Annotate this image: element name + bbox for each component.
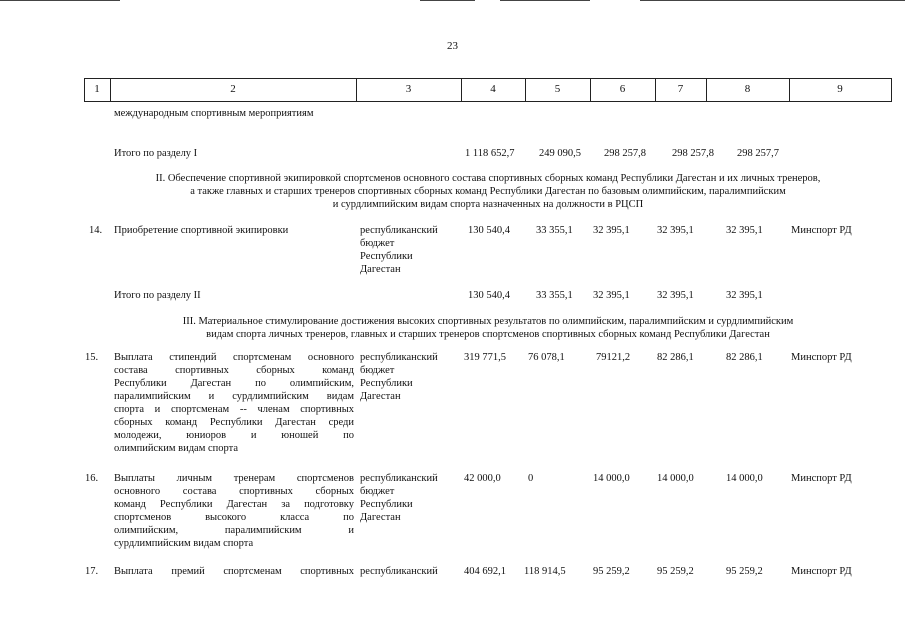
- total-value-col4: 130 540,4: [468, 290, 510, 301]
- value-col7: 14 000,0: [657, 473, 694, 484]
- column-divider: [891, 78, 892, 101]
- value-col4: 404 692,1: [464, 566, 506, 577]
- row-title-line: команд Республики Дагестан за подготовку: [114, 499, 354, 510]
- value-col7: 82 286,1: [657, 352, 694, 363]
- funding-source-line: Дагестан: [360, 264, 401, 275]
- value-col6: 79121,2: [596, 352, 631, 363]
- row-title-line: спорта и спортсменам -- членам спортивных: [114, 404, 354, 415]
- page-number: 23: [447, 40, 458, 52]
- header-col-2: 2: [230, 83, 236, 95]
- scan-artifact-line: [0, 0, 120, 1]
- row-title-line: сборных команд Республики Дагестан среди: [114, 417, 354, 428]
- total-value-col4: 1 118 652,7: [465, 148, 515, 159]
- funding-source-line: Республики: [360, 499, 413, 510]
- value-col6: 32 395,1: [593, 225, 630, 236]
- header-col-3: 3: [405, 83, 412, 95]
- executor: Минспорт РД: [791, 352, 852, 363]
- section-heading-line: III. Материальное стимулирование достижения высоких спортивных результатов по олимпийским, паралимпийским и сурдлимпийским: [182, 316, 794, 327]
- value-col4: 130 540,4: [468, 225, 510, 236]
- total-label: Итого по разделу II: [114, 290, 201, 301]
- value-col4: 42 000,0: [464, 473, 501, 484]
- value-col5: 118 914,5: [524, 566, 566, 577]
- scan-artifact-line: [420, 0, 475, 1]
- row-number: 14.: [89, 225, 103, 236]
- value-col8: 95 259,2: [726, 566, 763, 577]
- row-number: 15.: [85, 352, 99, 363]
- row-title-line: молодежи, юниоров и юношей по: [114, 430, 354, 441]
- value-col5: 76 078,1: [528, 352, 565, 363]
- row-title-line: сурдлимпийским видам спорта: [114, 538, 254, 549]
- header-col-7: 7: [677, 83, 684, 95]
- value-col7: 95 259,2: [657, 566, 694, 577]
- row-title: Приобретение спортивной экипировки: [114, 225, 289, 236]
- row-title-line: олимпийским, паралимпийским и: [114, 525, 354, 536]
- total-value-col7: 32 395,1: [657, 290, 694, 301]
- funding-source-line: республиканский: [360, 566, 438, 577]
- value-col6: 14 000,0: [593, 473, 630, 484]
- total-value-col5: 249 090,5: [539, 148, 581, 159]
- section-heading-line: и сурдлимпийским видам спорта назначенных на должности в РЦСП: [332, 199, 644, 210]
- value-col5: 0: [528, 473, 534, 484]
- value-col8: 14 000,0: [726, 473, 763, 484]
- section-heading-line: а также главных и старших тренеров спортивных сборных команд Республики Дагестан по базовым олимпийским, паралимпийским: [190, 186, 786, 197]
- funding-source-line: республиканский: [360, 352, 438, 363]
- header-col-1: 1: [94, 83, 100, 95]
- total-value-col7: 298 257,8: [672, 148, 714, 159]
- value-col8: 32 395,1: [726, 225, 763, 236]
- header-bottom-border: [84, 101, 892, 102]
- funding-source-line: республиканский: [360, 225, 438, 236]
- total-value-col8: 32 395,1: [726, 290, 763, 301]
- row-title-line: Выплата стипендий спортсменам основного: [114, 352, 354, 363]
- scan-artifact-line: [640, 0, 905, 1]
- scan-artifact-line: [500, 0, 590, 1]
- value-col8: 82 286,1: [726, 352, 763, 363]
- funding-source-line: Республики: [360, 251, 413, 262]
- executor: Минспорт РД: [791, 473, 852, 484]
- row-title-line: паралимпийским и сурдлимпийским видам: [114, 391, 354, 402]
- header-top-border: [84, 78, 892, 79]
- value-col4: 319 771,5: [464, 352, 506, 363]
- row-title-line: Выплата премий спортсменам спортивных: [114, 566, 354, 577]
- funding-source-line: Республики: [360, 378, 413, 389]
- row-title-line: основного состава спортивных сборных: [114, 486, 354, 497]
- header-col-4: 4: [490, 83, 496, 95]
- funding-source-line: бюджет: [360, 486, 395, 497]
- row-title-line: олимпийским видам спорта: [114, 443, 238, 454]
- row-title-line: состава спортивных сборных команд: [114, 365, 354, 376]
- row-title-line: спортсменов высокого класса по: [114, 512, 354, 523]
- value-col5: 33 355,1: [536, 225, 573, 236]
- funding-source-line: Дагестан: [360, 512, 401, 523]
- continuation-text: международным спортивным мероприятиям: [114, 108, 314, 119]
- funding-source-line: республиканский: [360, 473, 438, 484]
- total-value-col6: 298 257,8: [604, 148, 646, 159]
- row-title-line: Республики Дагестан по олимпийским,: [114, 378, 354, 389]
- funding-source-line: Дагестан: [360, 391, 401, 402]
- total-value-col5: 33 355,1: [536, 290, 573, 301]
- section-heading-line: II. Обеспечение спортивной экипировкой спортсменов основного состава спортивных сборных команд Республики Дагестан и их личных тренеров,: [155, 173, 821, 184]
- section-heading-line: видам спорта личных тренеров, главных и старших тренеров спортсменов спортивных сборных команд Республики Дагестан: [206, 329, 770, 340]
- value-col7: 32 395,1: [657, 225, 694, 236]
- row-title-line: Выплаты личным тренерам спортсменов: [114, 473, 354, 484]
- funding-source-line: бюджет: [360, 365, 395, 376]
- executor: Минспорт РД: [791, 225, 852, 236]
- funding-source-line: бюджет: [360, 238, 395, 249]
- total-value-col6: 32 395,1: [593, 290, 630, 301]
- row-number: 17.: [85, 566, 99, 577]
- value-col6: 95 259,2: [593, 566, 630, 577]
- header-col-5: 5: [554, 83, 561, 95]
- total-value-col8: 298 257,7: [737, 148, 779, 159]
- executor: Минспорт РД: [791, 566, 852, 577]
- row-number: 16.: [85, 473, 99, 484]
- header-col-6: 6: [619, 83, 626, 95]
- total-label: Итого по разделу I: [114, 148, 198, 159]
- header-col-9: 9: [837, 83, 843, 95]
- header-col-8: 8: [744, 83, 751, 95]
